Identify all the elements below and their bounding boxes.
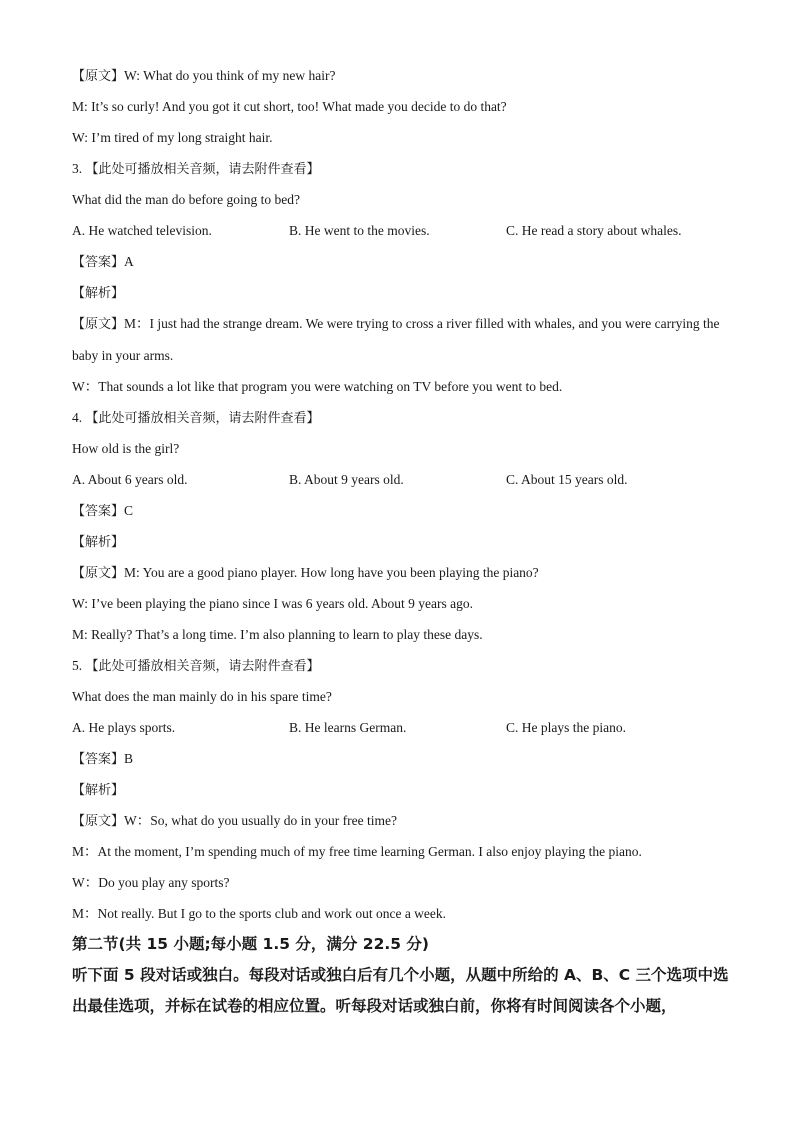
answer-value: B xyxy=(124,751,134,766)
q2-transcript-line-3: W: I’m tired of my long straight hair. xyxy=(72,130,273,145)
question-number: 3. xyxy=(72,161,83,176)
q4-analysis xyxy=(72,526,732,557)
transcript-text: M: You are a good piano player. How long have you been playing the piano? xyxy=(124,565,539,580)
q5-transcript-line-3: W：Do you play any sports? xyxy=(72,875,230,890)
q5-header xyxy=(72,650,732,681)
q3-header xyxy=(72,153,732,184)
answer-tag: 【答案】 xyxy=(72,752,125,767)
audio-note: 【此处可播放相关音频，请去附件查看】 xyxy=(85,659,320,674)
answer-tag: 【答案】 xyxy=(72,255,125,270)
option-c: C. He read a story about whales. xyxy=(506,223,682,238)
transcript-text: M：I just had the strange dream. We were trying to cross a river filled with whales, and you were carrying the baby in your arms. xyxy=(72,316,720,363)
section-2-heading: 第二节(共 15 小题;每小题 1.5 分，满分 22.5 分) xyxy=(72,935,430,953)
document-page xyxy=(72,60,732,1022)
option-a: A. He plays sports. xyxy=(72,720,176,735)
q2-transcript-line-2: M: It’s so curly! And you got it cut short, too! What made you decide to do that? xyxy=(72,99,507,114)
q2-transcript-line-1 xyxy=(72,60,732,91)
q5-analysis xyxy=(72,774,732,805)
q4-header xyxy=(72,402,732,433)
answer-tag: 【答案】 xyxy=(72,504,125,519)
q3-transcript-line-1 xyxy=(72,308,732,371)
audio-note: 【此处可播放相关音频，请去附件查看】 xyxy=(85,162,320,177)
q4-options xyxy=(72,464,732,495)
q5-question: What does the man mainly do in his spare time? xyxy=(72,689,332,704)
transcript-text: W: What do you think of my new hair? xyxy=(124,68,336,83)
q4-transcript-line-1 xyxy=(72,557,732,588)
transcript-tag: 【原文】 xyxy=(72,566,125,581)
transcript-tag: 【原文】 xyxy=(72,814,125,829)
q3-options xyxy=(72,215,732,246)
question-number: 5. xyxy=(72,658,83,673)
q3-question: What did the man do before going to bed? xyxy=(72,192,300,207)
q5-transcript-line-2: M：At the moment, I’m spending much of my free time learning German. I also enjoy playing the piano. xyxy=(72,844,642,859)
q4-transcript-line-2: W: I’ve been playing the piano since I was 6 years old. About 9 years ago. xyxy=(72,596,474,611)
option-b: B. He went to the movies. xyxy=(289,223,430,238)
q5-transcript-line-1 xyxy=(72,805,732,836)
transcript-tag: 【原文】 xyxy=(72,69,125,84)
q3-answer xyxy=(72,246,732,277)
analysis-tag: 【解析】 xyxy=(72,535,125,550)
transcript-tag: 【原文】 xyxy=(72,317,125,332)
analysis-tag: 【解析】 xyxy=(72,286,125,301)
q4-answer xyxy=(72,495,732,526)
q5-transcript-line-4: M：Not really. But I go to the sports club and work out once a week. xyxy=(72,906,447,921)
option-c: C. About 15 years old. xyxy=(506,472,628,487)
analysis-tag: 【解析】 xyxy=(72,783,125,798)
audio-note: 【此处可播放相关音频，请去附件查看】 xyxy=(85,411,320,426)
q4-transcript-line-3: M: Really? That’s a long time. I’m also planning to learn to play these days. xyxy=(72,627,483,642)
option-b: B. He learns German. xyxy=(289,720,407,735)
question-number: 4. xyxy=(72,410,83,425)
q5-answer xyxy=(72,743,732,774)
answer-value: A xyxy=(124,254,134,269)
option-b: B. About 9 years old. xyxy=(289,472,404,487)
q3-analysis xyxy=(72,277,732,308)
section-2-instructions: 听下面 5 段对话或独白。每段对话或独白后有几个小题，从题中所给的 A、B、C 三个选项中选出最佳选项，并标在试卷的相应位置。听每段对话或独白前，你将有时间阅读各个小题， xyxy=(72,966,729,1015)
option-c: C. He plays the piano. xyxy=(506,720,626,735)
transcript-text: W：So, what do you usually do in your free time? xyxy=(124,813,397,828)
q3-transcript-line-2: W：That sounds a lot like that program you were watching on TV before you went to bed. xyxy=(72,379,563,394)
answer-value: C xyxy=(124,503,134,518)
option-a: A. He watched television. xyxy=(72,223,212,238)
q4-question: How old is the girl? xyxy=(72,441,180,456)
q5-options xyxy=(72,712,732,743)
option-a: A. About 6 years old. xyxy=(72,472,188,487)
